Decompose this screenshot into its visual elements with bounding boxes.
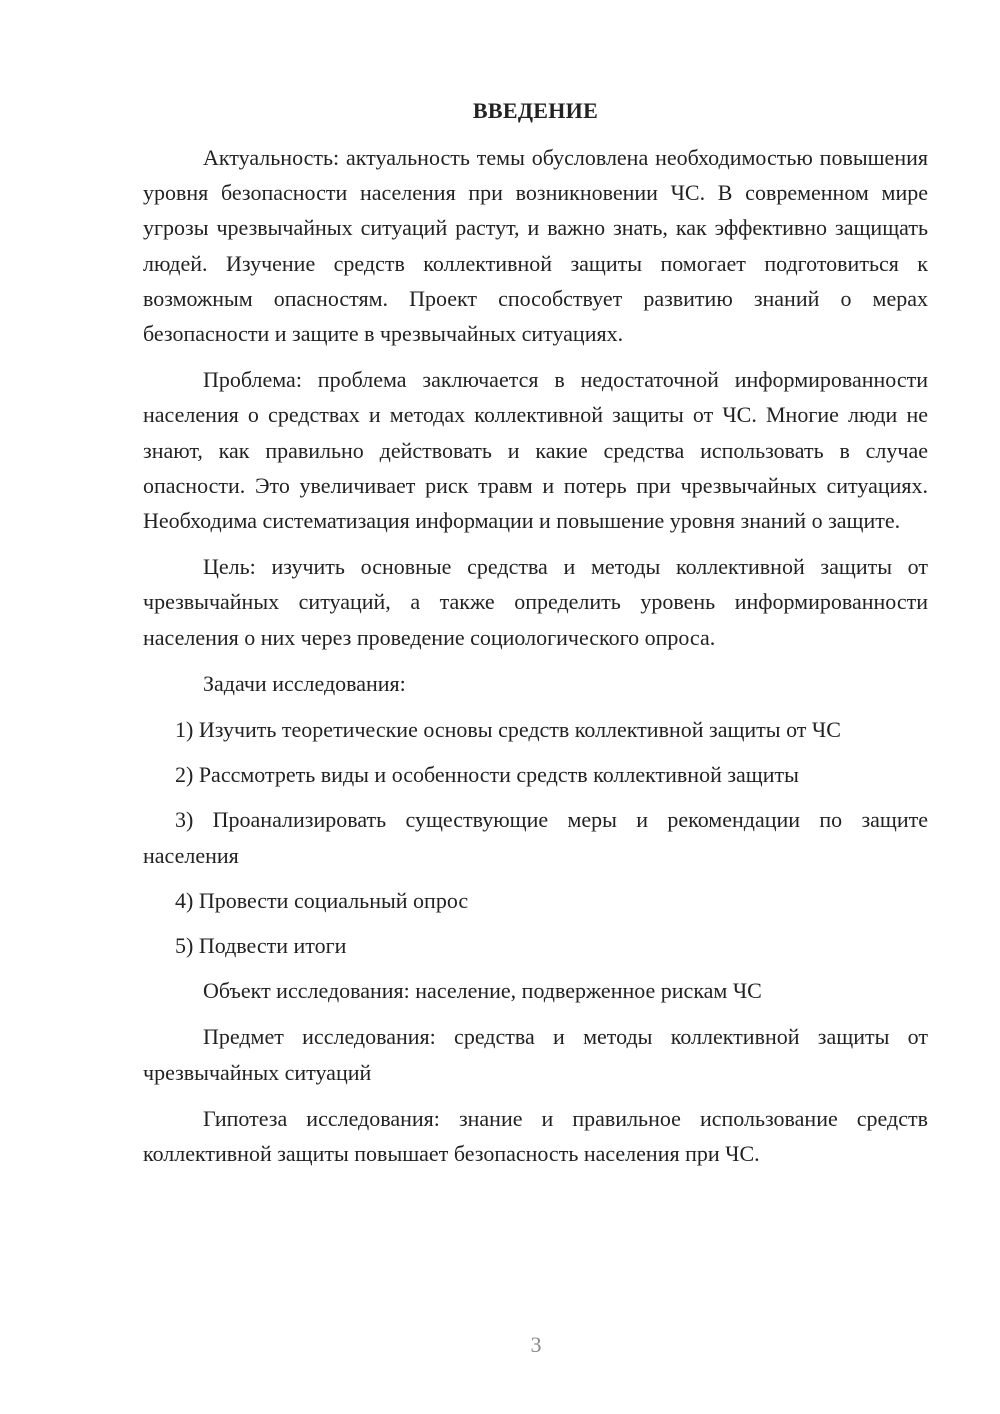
goal-paragraph: Цель: изучить основные средства и методы коллективной защиты от чрезвычайных ситуаций, а также определить уровень информированности населения о них через проведение социологического опроса. — [143, 554, 928, 650]
page-title: ВВЕДЕНИЕ — [472, 98, 599, 123]
list-item: 5) Подвести итоги — [175, 933, 347, 959]
list-item: 1) Изучить теоретические основы средств коллективной защиты от ЧС — [175, 717, 841, 743]
tasks-heading: Задачи исследования: — [203, 670, 406, 696]
document-page — [143, 93, 928, 1182]
hypothesis-paragraph: Гипотеза исследования: знание и правильное использование средств коллективной защиты повышает безопасность населения при ЧС. — [143, 1105, 928, 1167]
object-paragraph: Объект исследования: население, подверженное рискам ЧС — [203, 978, 762, 1004]
page-number: 3 — [530, 1332, 542, 1357]
list-item: 3) Проанализировать существующие меры и рекомендации по защите населения — [143, 807, 928, 868]
subject-paragraph: Предмет исследования: средства и методы коллективной защиты от чрезвычайных ситуаций — [143, 1024, 928, 1085]
list-item: 4) Провести социальный опрос — [175, 887, 469, 913]
list-item: 2) Рассмотреть виды и особенности средств коллективной защиты — [175, 762, 799, 788]
problem-paragraph: Проблема: проблема заключается в недостаточной информированности населения о средствах и методах коллективной защиты от ЧС. Многие люди не знают, как правильно действовать и какие средства использовать в случае опасности. Это увеличивает риск травм и потерь при чрезвычайных ситуациях. Необходима систематизация информации и повышение уровня знаний о защите. — [143, 367, 928, 534]
relevance-paragraph: Актуальность: актуальность темы обусловлена необходимостью повышения уровня безопасности населения при возникновении ЧС. В современном мире угрозы чрезвычайных ситуаций растут, и важно знать, как эффективно защищать людей. Изучение средств коллективной защиты помогает подготовиться к возможным опасностям. Проект способствует развитию знаний о мерах безопасности и защите в чрезвычайных ситуациях. — [143, 145, 928, 347]
